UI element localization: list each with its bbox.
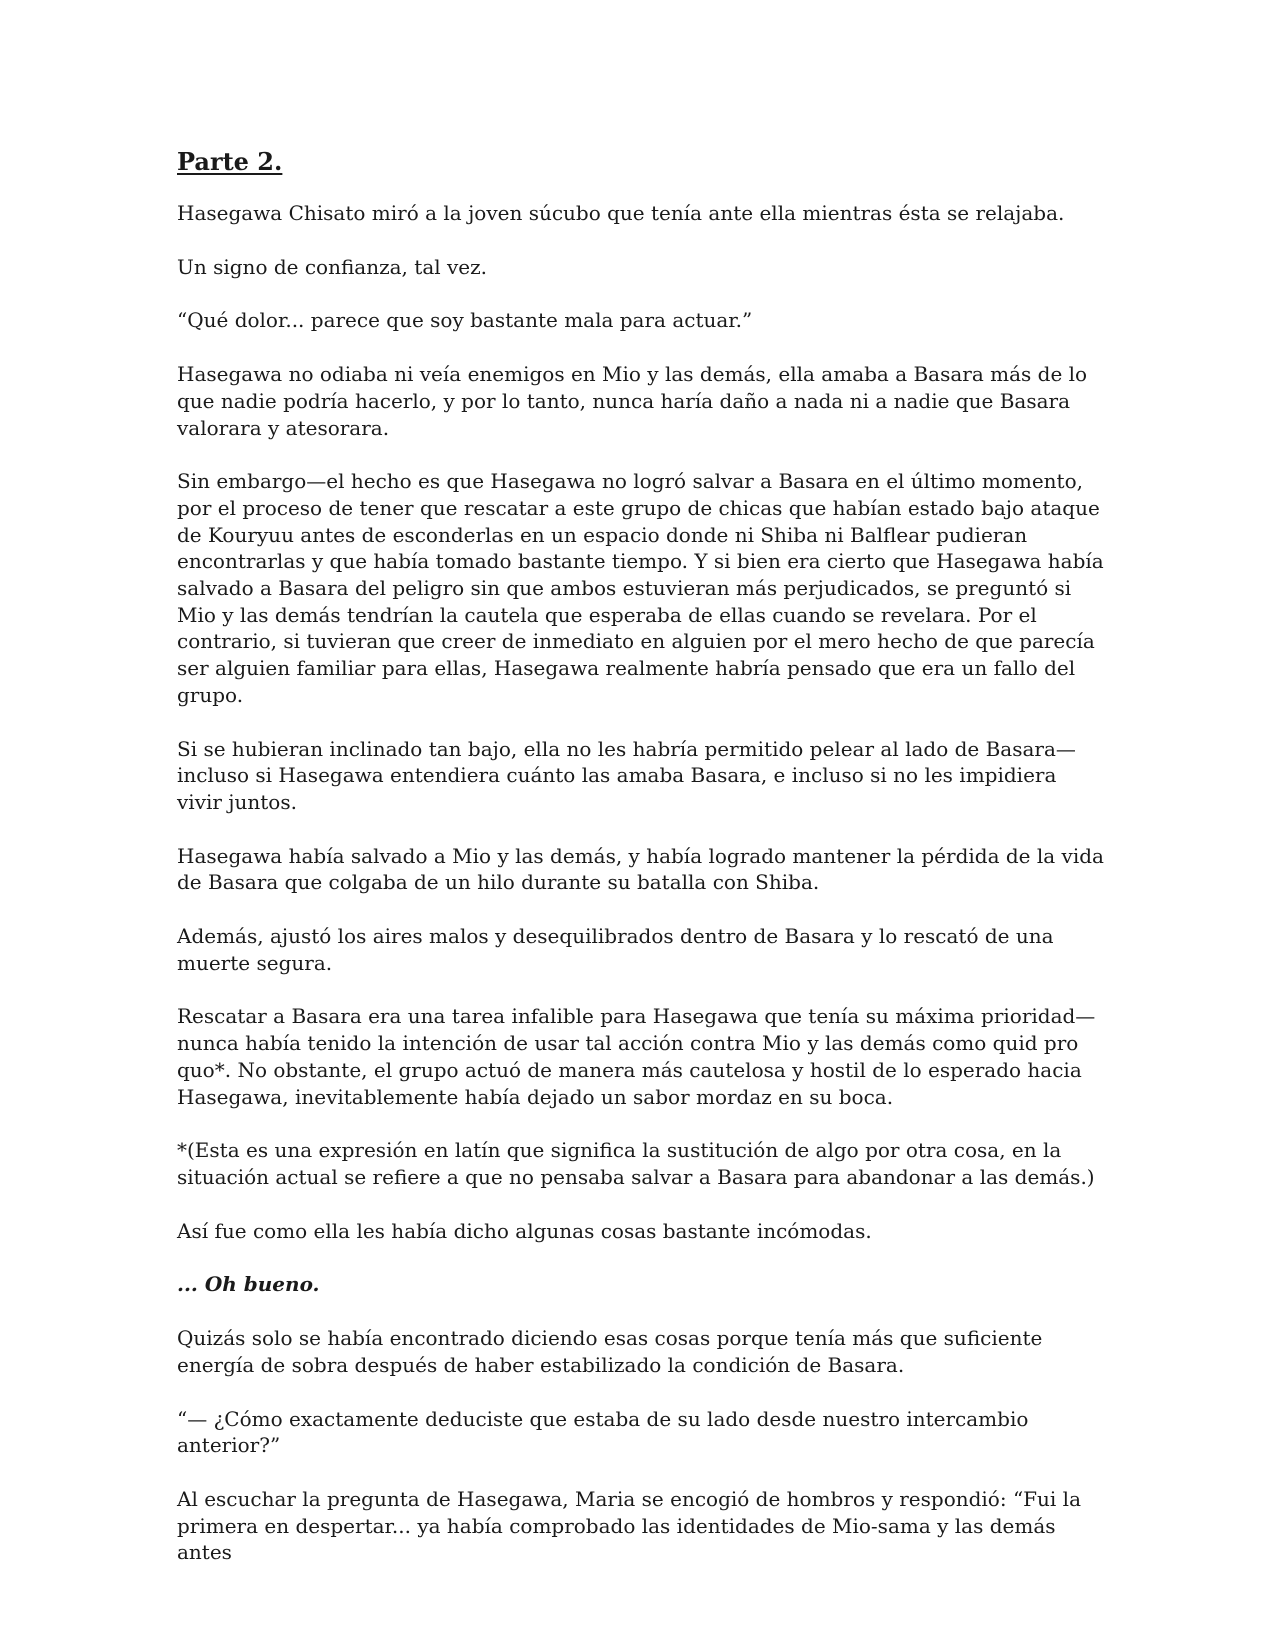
- paragraph: Así fue como ella les había dicho algunas cosas bastante incómodas.: [177, 1218, 872, 1243]
- paragraph: Al escuchar la pregunta de Hasegawa, Maria se encogió de hombros y respondió: “Fui la primera en despertar... ya había comprobado las identidades de Mio-sama y las demás antes: [177, 1486, 1082, 1565]
- document-page: [177, 146, 1107, 1593]
- paragraph: Un signo de confianza, tal vez.: [177, 254, 488, 279]
- paragraph: Rescatar a Basara era una tarea infalible para Hasegawa que tenía su máxima prioridad—nunca había tenido la intención de usar tal acción contra Mio y las demás como quid pro quo*. No obstante, el grupo actuó de manera más cautelosa y hostil de lo esperado hacia Hasegawa, inevitablemente había dejado un sabor mordaz en su boca.: [177, 1004, 1096, 1109]
- paragraph: Si se hubieran inclinado tan bajo, ella no les habría permitido pelear al lado de Basara—incluso si Hasegawa entendiera cuánto las amaba Basara, e incluso si no les impidiera vivir juntos.: [177, 736, 1076, 814]
- paragraph: *(Esta es una expresión en latín que significa la sustitución de algo por otra cosa, en la situación actual se refiere a que no pensaba salvar a Basara para abandonar a las demás.): [177, 1138, 1095, 1189]
- paragraph: Hasegawa había salvado a Mio y las demás, y había logrado mantener la pérdida de la vida de Basara que colgaba de un hilo durante su batalla con Shiba.: [177, 843, 1104, 895]
- paragraph: ... Oh bueno.: [177, 1272, 320, 1297]
- section-heading: Parte 2.: [177, 147, 283, 176]
- paragraph: “— ¿Cómo exactamente deduciste que estaba de su lado desde nuestro intercambio anterior?”: [177, 1406, 1029, 1458]
- paragraph: Hasegawa Chisato miró a la joven súcubo que tenía ante ella mientras ésta se relajaba.: [177, 201, 1065, 225]
- paragraph: “Qué dolor... parece que soy bastante mala para actuar.”: [177, 308, 753, 333]
- paragraph: Quizás solo se había encontrado diciendo esas cosas porque tenía más que suficiente energía de sobra después de haber estabilizado la condición de Basara.: [177, 1326, 1043, 1377]
- paragraph-list: [177, 200, 1107, 1566]
- paragraph: Hasegawa no odiaba ni veía enemigos en Mio y las demás, ella amaba a Basara más de lo que nadie podría hacerlo, y por lo tanto, nunca haría daño a nada ni a nadie que Basara valorara y atesorara.: [177, 362, 1088, 440]
- paragraph: Sin embargo—el hecho es que Hasegawa no logró salvar a Basara en el último momento, por el proceso de tener que rescatar a este grupo de chicas que habían estado bajo ataque de Kouryuu antes de esconderlas en un espacio donde ni Shiba ni Balflear pudieran encontrarlas y que había tomado bastante tiempo. Y si bien era cierto que Hasegawa había salvado a Basara del peligro sin que ambos estuvieran más perjudicados, se preguntó si Mio y las demás tendrían la cautela que esperaba de ellas cuando se revelara. Por el contrario, si tuvieran que creer de inmediato en alguien por el mero hecho de que parecía ser alguien familiar para ellas, Hasegawa realmente habría pensado que era un fallo del grupo.: [177, 469, 1104, 707]
- paragraph: Además, ajustó los aires malos y desequilibrados dentro de Basara y lo rescató de una muerte segura.: [177, 924, 1054, 975]
